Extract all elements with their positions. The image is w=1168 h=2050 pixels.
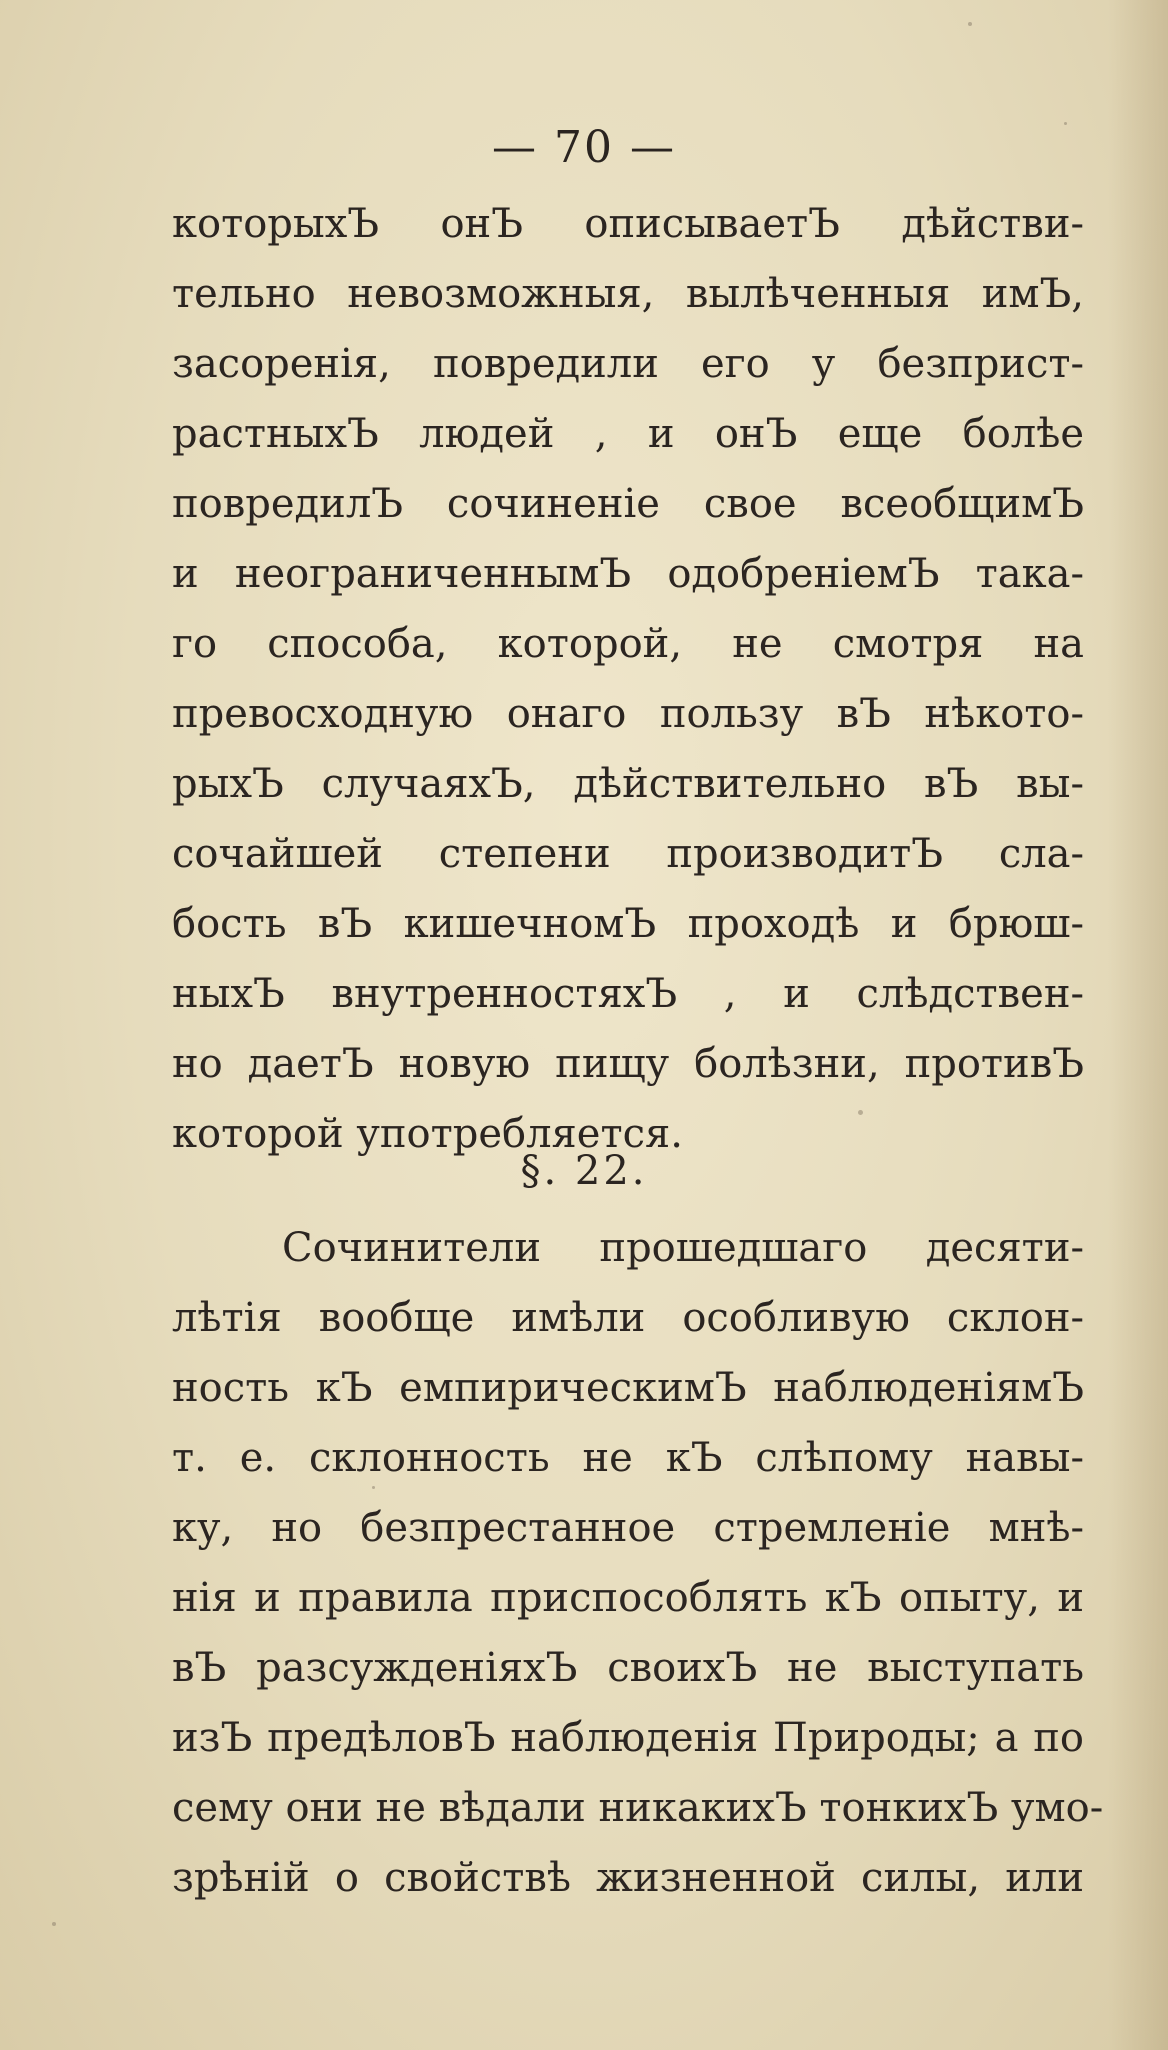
text-line: ку, но безпрестанное стремленіе мнѣ-: [172, 1505, 1084, 1551]
page-number: — 70 —: [492, 122, 676, 173]
text-line: нія и правила приспособлять кЪ опыту, и: [172, 1575, 1084, 1621]
paper-speck: [1064, 122, 1067, 125]
text-line: засоренія, повредили его у безприст-: [172, 341, 1084, 387]
text-line: т. е. склонность не кЪ слѣпому навы-: [172, 1435, 1084, 1481]
text-line: зрѣній о свойствѣ жизненной силы, или: [172, 1855, 1084, 1901]
paper-speck: [372, 1486, 375, 1489]
text-line: лѣтія вообще имѣли особливую склон-: [172, 1295, 1084, 1341]
paragraph-2: [172, 1213, 1104, 1913]
text-line: рыхЪ случаяхЪ, дѣйствительно вЪ вы-: [172, 761, 1084, 807]
section-heading: §. 22.: [520, 1148, 648, 1194]
text-line: повредилЪ сочиненіе свое всеобщимЪ: [172, 481, 1084, 527]
text-line: сочайшей степени производитЪ сла-: [172, 831, 1084, 877]
paragraph-1: [172, 189, 1084, 1169]
page-edge-shadow: [1108, 0, 1168, 2050]
text-line: сему они не вѣдали никакихЪ тонкихЪ умо-: [172, 1785, 1104, 1831]
text-line: которой употребляется.: [172, 1111, 683, 1157]
text-line: бость вЪ кишечномЪ проходѣ и брюш-: [172, 901, 1084, 947]
text-line: го способа, которой, не смотря на: [172, 621, 1084, 667]
text-line: изЪ предѣловЪ наблюденія Природы; а по: [172, 1715, 1084, 1761]
text-line: вЪ разсужденіяхЪ своихЪ не выступать: [172, 1645, 1084, 1691]
paper-speck: [52, 1922, 56, 1926]
text-line: ность кЪ емпирическимЪ наблюденіямЪ: [172, 1365, 1084, 1411]
text-line: ныхЪ внутренностяхЪ , и слѣдствен-: [172, 971, 1084, 1017]
paper-speck: [858, 1110, 863, 1115]
text-line: Сочинители прошедшаго десяти-: [282, 1225, 1084, 1271]
text-line: но даетЪ новую пищу болѣзни, противЪ: [172, 1041, 1084, 1087]
text-line: превосходную онаго пользу вЪ нѣкото-: [172, 691, 1084, 737]
text-line: которыхЪ онЪ описываетЪ дѣйстви-: [172, 201, 1084, 247]
text-line: и неограниченнымЪ одобреніемЪ така-: [172, 551, 1084, 597]
paper-speck: [968, 22, 972, 26]
text-line: растныхЪ людей , и онЪ еще болѣе: [172, 411, 1084, 457]
text-line: тельно невозможныя, вылѣченныя имЪ,: [172, 271, 1084, 317]
